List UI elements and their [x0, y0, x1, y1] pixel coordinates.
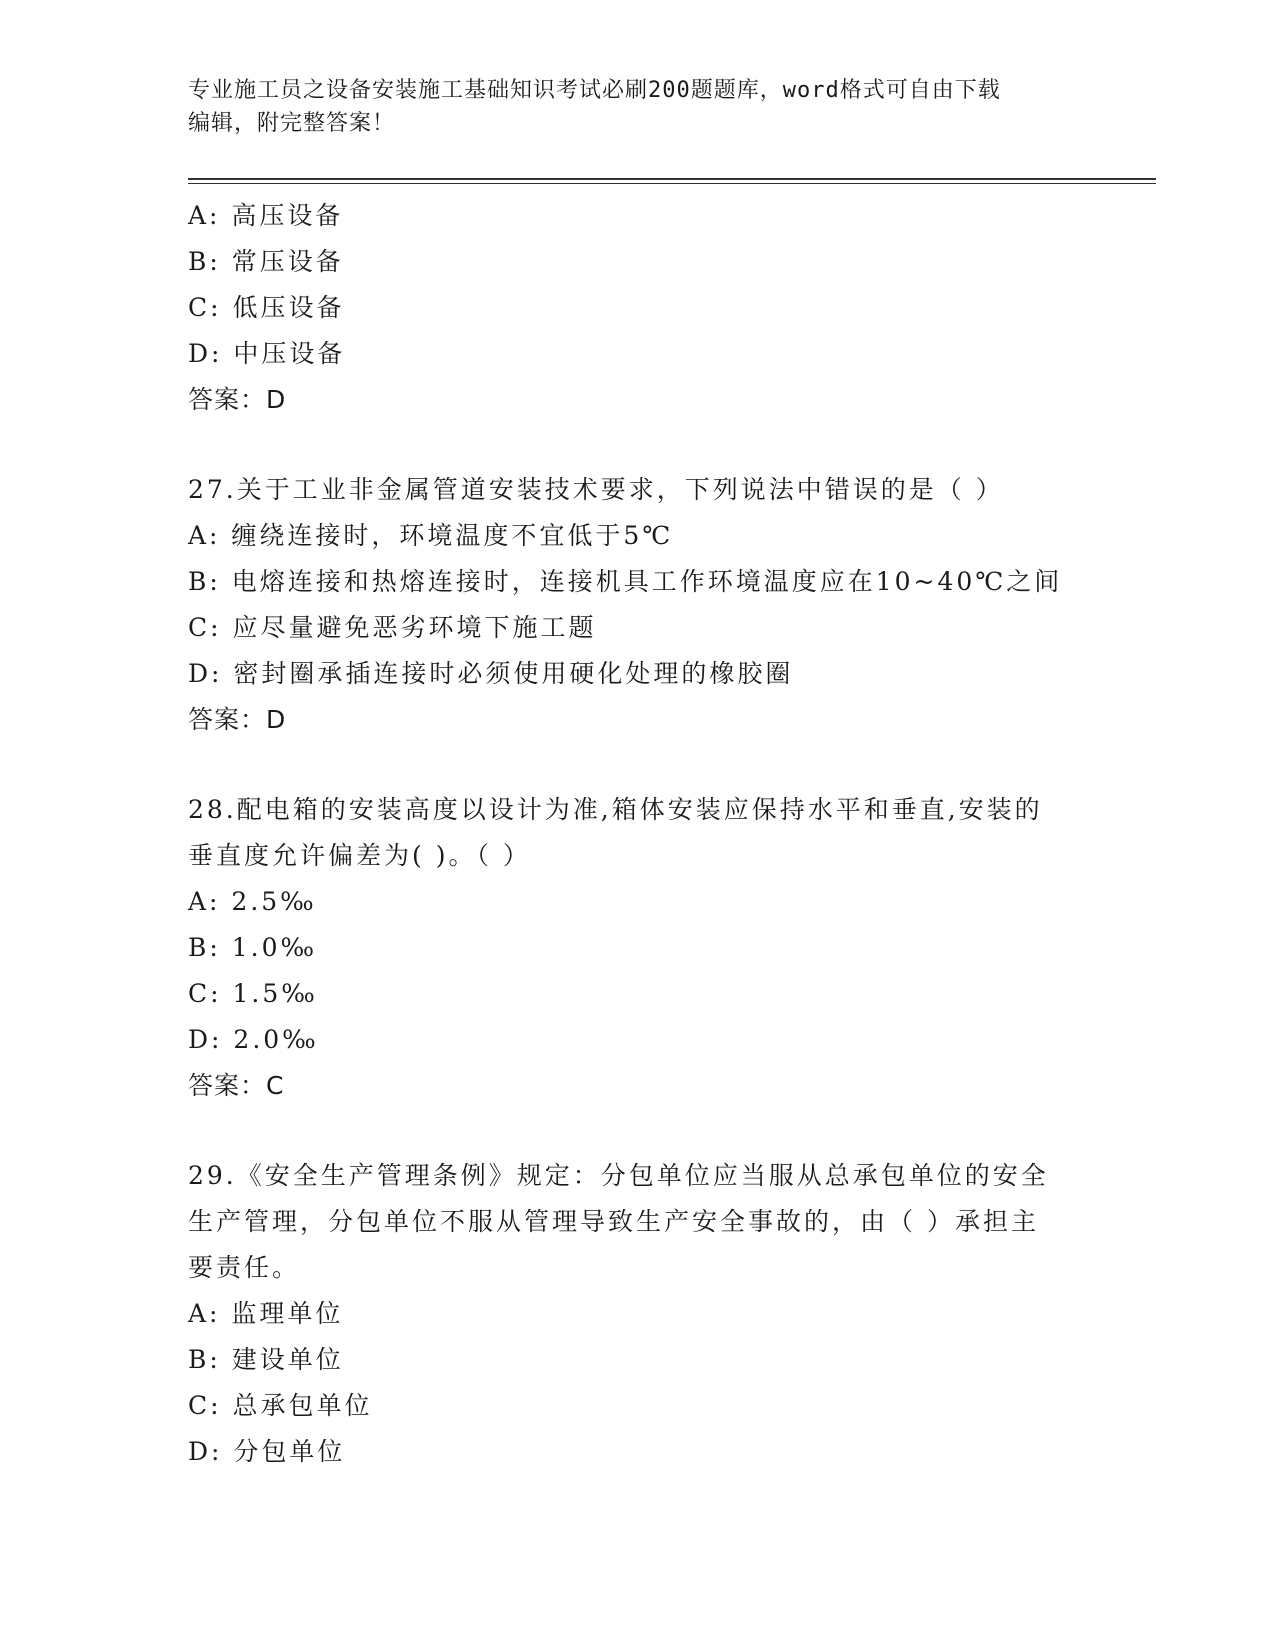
- header-line-1: 专业施工员之设备安装施工基础知识考试必刷200题题库，word格式可自由下载: [188, 78, 1001, 103]
- option-c: C: 低压设备: [188, 293, 345, 322]
- question-stem-line-1: 29.《安全生产管理条例》规定：分包单位应当服从总承包单位的安全: [188, 1161, 1049, 1190]
- option-d: D: 分包单位: [188, 1437, 346, 1466]
- option-a: A: 高压设备: [188, 201, 344, 230]
- option-b: B: 常压设备: [188, 247, 344, 276]
- question-27: [188, 467, 1088, 743]
- spacer: [188, 1109, 1088, 1153]
- header-line-2: 编辑，附完整答案！: [188, 111, 396, 136]
- option-c: C: 1.5‰: [188, 979, 318, 1008]
- question-29: [188, 1153, 1088, 1475]
- option-d: D: 密封圈承插连接时必须使用硬化处理的橡胶圈: [188, 659, 794, 688]
- option-c: C: 应尽量避免恶劣环境下施工题: [188, 613, 597, 642]
- question-stem: 27.关于工业非金属管道安装技术要求，下列说法中错误的是（ ）: [188, 475, 1004, 504]
- option-a: A: 缠绕连接时，环境温度不宜低于5℃: [188, 521, 674, 550]
- option-a: A: 2.5‰: [188, 887, 317, 916]
- option-b: B: 建设单位: [188, 1345, 344, 1374]
- spacer: [188, 743, 1088, 787]
- question-stem-line-2: 垂直度允许偏差为( )。（ ）: [188, 841, 531, 870]
- option-b: B: 电熔连接和热熔连接时，连接机具工作环境温度应在10~40℃之间: [188, 567, 1063, 596]
- question-26: [188, 193, 1088, 423]
- question-28: [188, 787, 1088, 1109]
- spacer: [188, 423, 1088, 467]
- option-c: C: 总承包单位: [188, 1391, 373, 1420]
- question-stem-line-3: 要责任。: [188, 1253, 301, 1282]
- answer: 答案：D: [188, 705, 287, 734]
- option-d: D: 2.0‰: [188, 1025, 319, 1054]
- option-a: A: 监理单位: [188, 1299, 344, 1328]
- header-divider: [188, 178, 1156, 184]
- option-b: B: 1.0‰: [188, 933, 318, 962]
- option-d: D: 中压设备: [188, 339, 346, 368]
- question-stem-line-1: 28.配电箱的安装高度以设计为准,箱体安装应保持水平和垂直,安装的: [188, 795, 1043, 824]
- answer: 答案：C: [188, 1071, 285, 1100]
- document-header: [188, 74, 1088, 140]
- answer: 答案：D: [188, 385, 287, 414]
- question-list: [188, 193, 1088, 1475]
- question-stem-line-2: 生产管理，分包单位不服从管理导致生产安全事故的，由（ ）承担主: [188, 1207, 1039, 1236]
